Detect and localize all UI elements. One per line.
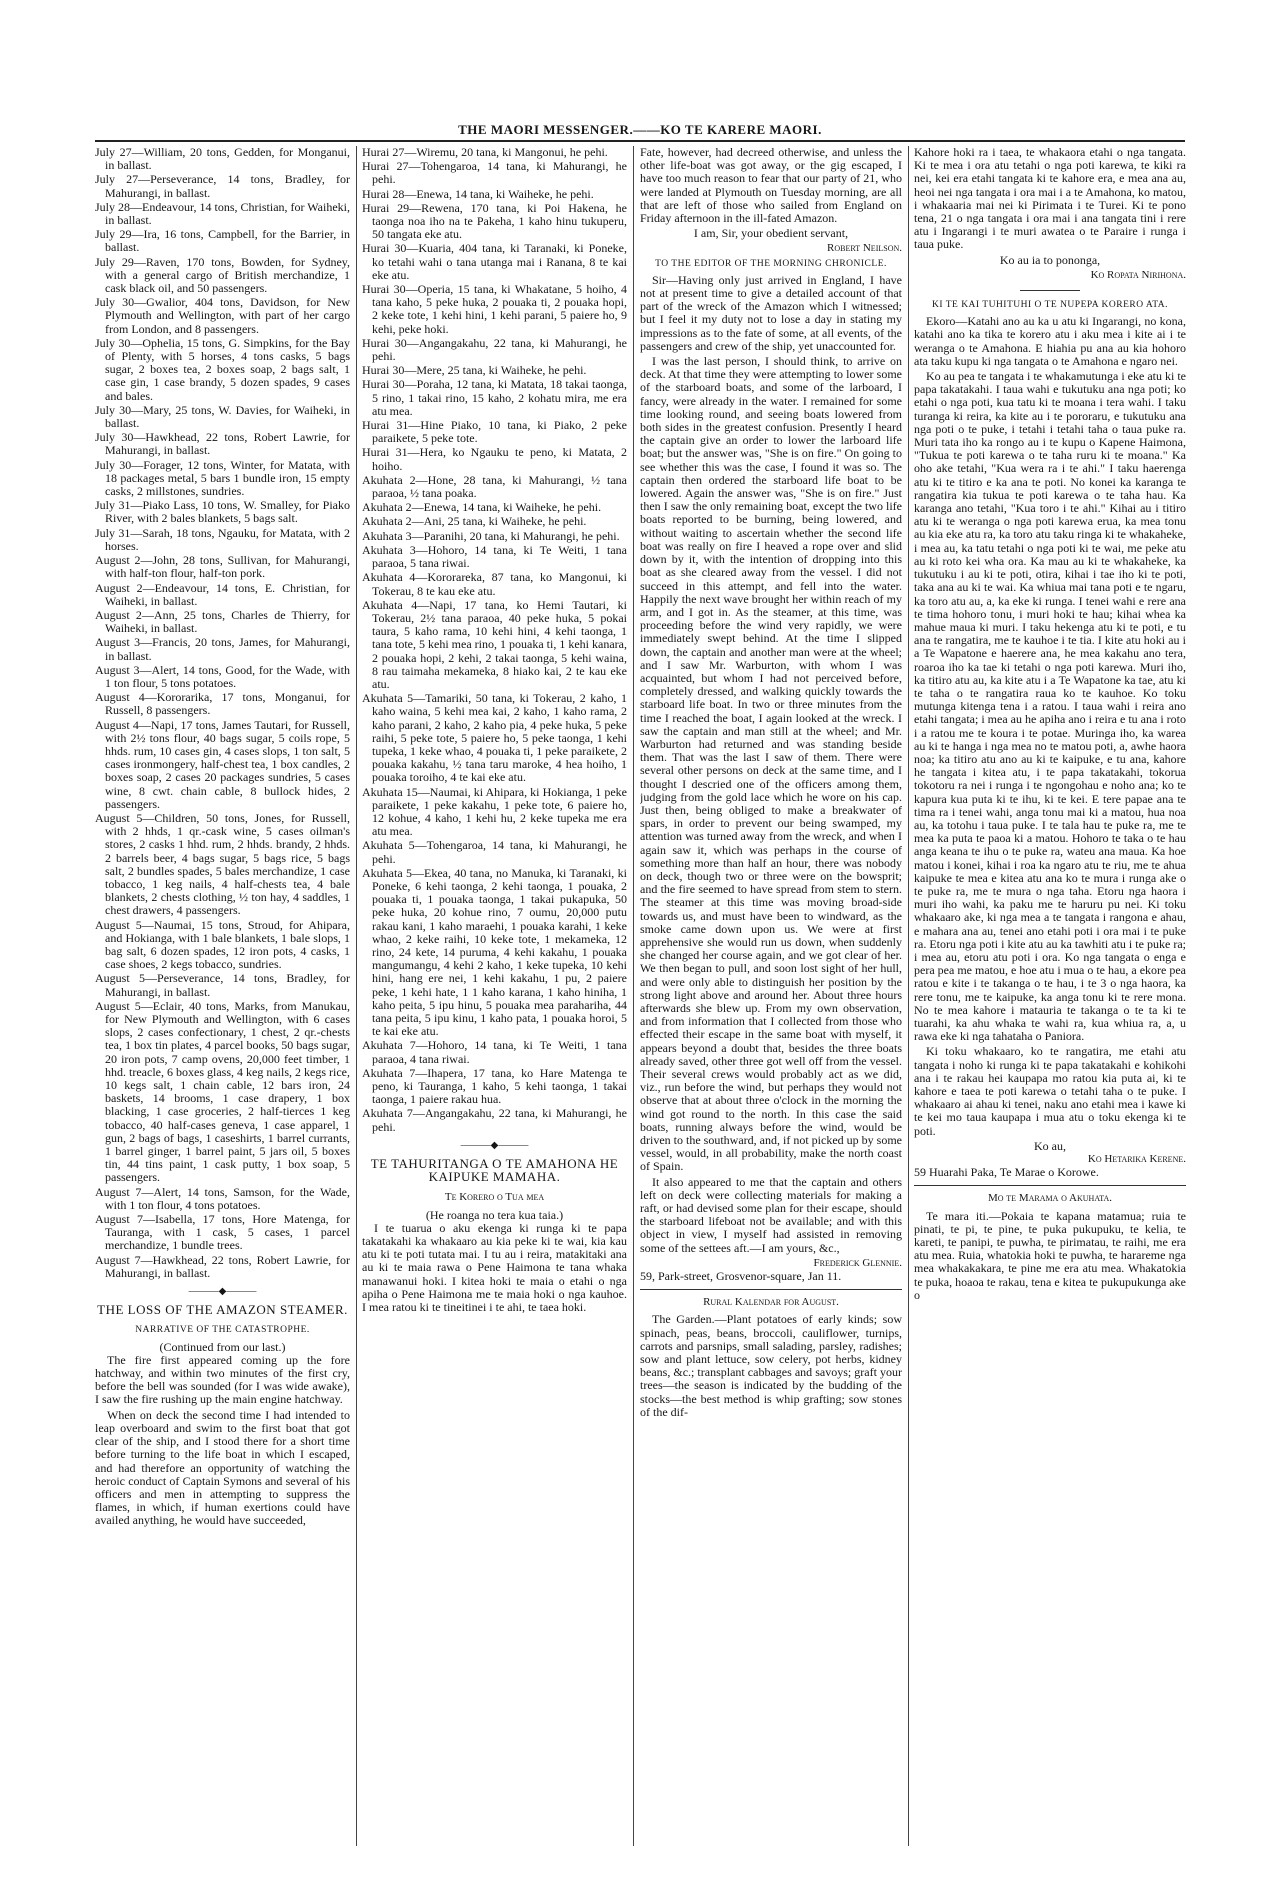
maori-amazon-closing: Ko au ia to pononga, (999, 252, 1101, 267)
shipping-entry: July 30—Hawkhead, 22 tons, Robert Lawrie, for Mahurangi, in ballast. (95, 430, 350, 458)
shipping-list-english (95, 146, 350, 1280)
section-rule (640, 1289, 902, 1290)
maori-amazon-title: TE TAHURITANGA O TE AMAHONA HE KAIPUKE MAMAHA. (370, 1156, 619, 1185)
shipping-entry: Hurai 30—Poraha, 12 tana, ki Matata, 18 takai taonga, 5 rino, 1 takai rino, 15 kaho, 2 kohatu mira, me era atu mea. (362, 377, 627, 418)
shipping-entry: August 5—Naumai, 15 tons, Stroud, for Ahipara, and Hokianga, with 1 bale blankets, 1 bale slops, 1 bag salt, 6 dozen spades, 12 iron pots, 4 casks, 1 case shoes, 2 kegs tobacco, sundries. (95, 917, 350, 972)
shipping-entry: Akuhata 4—Napi, 17 tana, ko Hemi Tautari, ki Tokerau, 2½ tana paraoa, 40 peke huka, 5 pokai taura, 5 kaho rama, 10 kehi hini, 4 kehi taonga, 1 tana tote, 5 kehi mea rino, 1 pouaka ti, 1 kehi kanara, 2 pouaka hopi, 2 kehi, 2 takai taonga, 5 kehi waina, 8 rau taimaha mekameka, 8 hiako kai, 2 te kau eke atu. (362, 597, 627, 691)
shipping-entry: August 7—Isabella, 17 tons, Hore Matenga, for Tauranga, with 1 cask, 5 cases, 1 parcel merchandize, 1 bundle trees. (95, 1212, 350, 1253)
column-divider (356, 146, 357, 1846)
shipping-entry: August 2—Ann, 25 tons, Charles de Thierry, for Waiheki, in ballast. (95, 607, 350, 636)
shipping-entry: Akuhata 3—Paranihi, 20 tana, ki Mahurangi, he pehi. (362, 528, 620, 543)
maori-rural-text: Te mara iti.—Pokaia te kapana matamua; ruia te pinati, te pi, te pine, te puka pukupuku, te kelia, te kareti, te panipi, te puwha, te pirimatau, te raihi, me era atu mea. Ruia, whatokia hoki te puwha, te harareme nga mea whakakakara, te pine me era atu mea. Whakatokia te puka, hoaoa te rakau, tena e kitea te pukupukunga ake o (914, 1208, 1186, 1302)
maori-amazon-paragraph: I te tuarua o aku ekenga ki runga ki te papa takatakahi ka whakaaro au kia peke ki te wai, kia kau atu ki te poti tutata mai. I tu au i reira, matakitaki ana au ki te maia rawa o Pene Haimona te tana whaka manawanui hoki. I kitea hoki te maia o etahi o nga apiha o Pene Haimona me te maia hoki o nga kauhoe. I mea ratou ki te tineitinei i te ahi, te taea hoki. (362, 1220, 627, 1315)
shipping-entry: August 4—Napi, 17 tons, James Tautari, for Russell, with 2½ tons flour, 40 bags sugar, 5 coils rope, 5 hhds. rum, 10 cases gin, 4 cases slops, 1 ton salt, 5 cases ironmongery, half-chest tea, 1 box candles, 2 boxes soap, 2 cases 20 packages sundries, 5 cases wine, 8 cwt. chain cable, 8 bullock hides, 2 passengers. (95, 717, 350, 811)
maori-amazon-signature: Ko Ropata Nirihona. (1090, 268, 1186, 281)
shipping-entry: Akuhata 7—Ihapera, 17 tana, ko Hare Matenga te peno, ki Tauranga, 1 kaho, 5 kehi taonga, 1 takai taonga, 1 paiere rakau hua. (362, 1065, 627, 1107)
rural-title: Rural Kalendar for August. (703, 1296, 839, 1309)
maori-letter2-signature: Ko Hetarika Kerene. (1087, 1153, 1186, 1166)
shipping-entry: July 29—Raven, 170 tons, Bowden, for Sydney, with a general cargo of British merchandize, 1 cask black oil, and 50 passengers. (95, 254, 350, 296)
shipping-entry: August 7—Hawkhead, 22 tons, Robert Lawrie, for Mahurangi, in ballast. (95, 1252, 350, 1280)
shipping-entry: August 2—John, 28 tons, Sullivan, for Mahurangi, with half-ton flour, half-ton pork. (95, 553, 350, 581)
maori-amazon-continued: (He roanga no tera kua taia.) (425, 1207, 564, 1222)
amazon-continued: (Continued from our last.) (159, 1339, 286, 1354)
shipping-entry: July 30—Forager, 12 tons, Winter, for Matata, with 18 packages metal, 5 bars 1 bundle iron, 15 empty casks, 2 millstones, sundries. (95, 457, 350, 499)
letter2-paragraph: It also appeared to me that the captain and others left on deck were collecting materials for making a raft, or had devised some plan for their escape, should the starboard lifeboat not be available; and with this object in view, I myself had assisted in removing some of the settees aft.—I am yours, &c., (640, 1174, 902, 1255)
masthead-rule (95, 140, 1185, 142)
amazon-closing: I am, Sir, your obedient servant, (693, 226, 849, 241)
shipping-entry: August 4—Kororarika, 17 tons, Monganui, for Russell, 8 passengers. (95, 690, 350, 718)
shipping-entry: Akuhata 4—Kororareka, 87 tana, ko Mangonui, ki Tokerau, 8 te kau eke atu. (362, 570, 627, 598)
shipping-entry: August 2—Endeavour, 14 tons, E. Christian, for Waiheki, in ballast. (95, 580, 350, 608)
shipping-entry: July 29—Ira, 16 tons, Campbell, for the Barrier, in ballast. (95, 227, 350, 255)
shipping-entry: July 31—Piako Lass, 10 tons, W. Smalley, for Piako River, with 2 bales blankets, 5 bags salt. (95, 498, 350, 526)
amazon-paragraph: Fate, however, had decreed otherwise, and unless the other life-boat was got away, or the gig escaped, I have too much reason to fear that our party of 21, who were landed at Plymouth on Tuesday morning, are all that are left of those who sailed from England on Friday afternoon in the ill-fated Amazon. (640, 146, 902, 226)
rural-text: The Garden.—Plant potatoes of early kinds; sow spinach, peas, beans, broccoli, cauliflower, turnips, carrots and parsnips, small salading, parsley, radishes; sow and plant lettuce, sow celery, pot herbs, kidney beans, &c.; transplant cabbages and savoys; graft your trees—the season is indicated by the budding of the stocks—the best method is whip grafting; sow stones of the dif- (640, 1312, 902, 1419)
amazon-paragraph: When on deck the second time I had intended to leap overboard and swim to the first boat that got clear of the ship, and I stood there for a short time before turning to the life boat in which I escaped, and had therefore an opportunity of watching the heroic conduct of Captain Symons and several of his officers and men in attempting to suppress the flames, in which, if human exertions could have availed anything, he would have succeeded, (95, 1407, 350, 1528)
shipping-entry: Hurai 29—Rewena, 170 tana, ki Poi Hakena, he taonga noa iho na te Pakeha, 1 kaho hinu tukuperu, 50 tangata eke atu. (362, 200, 627, 242)
section-rule (1020, 290, 1080, 291)
shipping-entry: August 7—Alert, 14 tons, Samson, for the Wade, with 1 ton flour, 4 tons potatoes. (95, 1184, 350, 1212)
column-1 (95, 146, 350, 1846)
shipping-entry: July 27—Perseverance, 14 tons, Bradley, for Mahurangi, in ballast. (95, 172, 350, 200)
column-4 (914, 146, 1186, 1846)
amazon-paragraph: The fire first appeared coming up the fore hatchway, and within two minutes of the first cry, before the bell was sounded (for I was wide awake), I saw the fire rushing up the main engine hatchway. (95, 1352, 350, 1407)
maori-letter2-address: 59 Huarahi Paka, Te Marae o Korowe. (914, 1165, 1099, 1180)
shipping-entry: August 5—Perseverance, 14 tons, Bradley, for Mahurangi, in ballast. (95, 971, 350, 999)
letter2-heading: TO THE EDITOR OF THE MORNING CHRONICLE. (655, 258, 887, 269)
masthead: THE MAORI MESSENGER.——KO TE KARERE MAORI. (458, 122, 822, 137)
shipping-entry: July 30—Ophelia, 15 tons, G. Simpkins, for the Bay of Plenty, with 5 horses, 4 tons casks, 5 bags sugar, 2 boxes tea, 2 boxes soap, 2 bags salt, 1 case gin, 1 case brandy, 5 dozen spades, 9 cases and bales. (95, 335, 350, 403)
maori-amazon-paragraph: Kahore hoki ra i taea, te whakaora etahi o nga tangata. Ki te mea i ora atu tetahi o nga poti karewa, te kiki ra nei, kei era etahi tangata ki te kahore era, e mea ana au, heoi nei nga tangata i ora mai i a te Amahona, ko matou, i whakaaria mai nei ki Pirimata i te Turei. Ki te pono tena, 21 o nga tangata i ora mai i ana tangata tini i rere atu i Ingarangi i te muri awatea o te Paraire i runga i taua puke. (914, 146, 1186, 252)
maori-amazon-subtitle: Te Korero o Tua mea (444, 1191, 545, 1204)
shipping-entry: July 28—Endeavour, 14 tons, Christian, for Waiheki, in ballast. (95, 199, 350, 228)
shipping-entry: August 5—Eclair, 40 tons, Marks, from Manukau, for New Plymouth and Wellington, with 6 cases slops, 2 cases confectionary, 1 chest, 2 qr.-chests tea, 1 box tin plates, 4 parcel books, 50 bags sugar, 20 iron pots, 7 camp ovens, 20,000 feet timber, 1 hhd. treacle, 6 boxes glass, 4 keg nails, 2 kegs rice, 10 kegs salt, 1 chain cable, 12 bars iron, 24 baskets, 14 brooms, 1 case drapery, 1 box blacking, 1 case groceries, 2 half-tierces 1 keg tobacco, 40 half-cases geneva, 1 case apparel, 1 gun, 2 bags of bags, 1 caseshirts, 1 barrel currants, 1 barrel ginger, 1 barrel paint, 5 jars oil, 5 boxes tin, 44 tins paint, 1 cask putty, 1 box soap, 5 passengers. (95, 998, 350, 1185)
shipping-entry: Hurai 28—Enewa, 14 tana, ki Waiheke, he pehi. (362, 186, 594, 201)
maori-letter2-heading: KI TE KAI TUHITUHI O TE NUPEPA KORERO ATA. (931, 300, 1169, 311)
ornament: ———◆——— (460, 1139, 529, 1151)
amazon-title: THE LOSS OF THE AMAZON STEAMER. (97, 1302, 348, 1318)
shipping-entry: Akuhata 2—Enewa, 14 tana, ki Waiheke, he pehi. (362, 500, 602, 515)
shipping-entry: Hurai 27—Tohengaroa, 14 tana, ki Mahurangi, he pehi. (362, 159, 627, 187)
letter2-paragraph: Sir—Having only just arrived in England, I have not at present time to give a detailed account of that part of the wreck of the Amazon which I witnessed; but I feel it my duty not to lose a day in stating my impressions as to the fate of some, at all events, of the passengers and crew of the ship, yet unaccounted for. (640, 272, 902, 353)
shipping-entry: July 31—Sarah, 18 tons, Ngauku, for Matata, with 2 horses. (95, 525, 350, 553)
column-2 (362, 146, 627, 1846)
amazon-subtitle: NARRATIVE OF THE CATASTROPHE. (135, 1325, 310, 1336)
shipping-entry: Akuhata 2—Hone, 28 tana, ki Mahurangi, ½ tana paraoa, ½ tana poaka. (362, 472, 627, 501)
letter2-paragraph: I was the last person, I should think, to arrive on deck. At that time they were attempting to lower some of the starboard boats, and some of the larboard, I fancy, were already in the water. I remained for some time looking round, and seeing boats lowered from both sides in the greatest confusion. Presently I heard the captain give an order to lower the larboard life boat; but the answer was, "She is on fire." On going to see whether this was the case, I found it was so. The captain then ordered the starboard life boat to be lowered. Again the answer was, "She is on fire." Just then I saw the only remaining boat, except the two life boats reported to be burning, being lowered, and without waiting to ascertain whether the second life boat was really on fire I heaved a rope over and slid down by it, with the intention of dropping into this boat as she cleared away from the vessel. I did not succeed in this attempt, and fell into the water. Happily the next wave brought her within reach of my arm, and I got in. As the steamer, at this time, was proceeding before the wind very rapidly, we were immediately swept behind. At the time I slipped down, the captain and another man were at the wheel; and I saw Mr. Warburton, with whom I was acquainted, but whom I had not perceived before, completely dressed, and walking quickly towards the starboard life boat. In two or three minutes from the time I reached the boat, I again looked at the wreck. I saw the captain and man still at the wheel; and Mr. Warburton had returned and was standing beside them. That was the last I saw of them. There were several other persons on deck at the same time, and I thought I descried one of the officers among them, judging from the gold lace which he wore on his cap. Just then, being obliged to make a breakwater of spars, in order to prevent our being swamped, my attention was turned away from the wreck, and when I again saw it, which was perhaps in the course of something more than half an hour, there was nobody on deck, though two or three were on the bowsprit; and the fire seemed to have spread from stem to stern. The steamer at this time was moving broad-side towards us, and must have been to windward, as the smoke came down upon us. We were at first apprehensive she would run us down, when suddenly she changed her course again, and we got clear of her. We then began to pull, and soon lost sight of her hull, and were only able to distinguish her position by the strong light above and around her. About three hours afterwards she blew up. From my own observation, and from information that I collected from those who effected their escape in the same boat with myself, it appears beyond a doubt that, besides the three boats already saved, other three got well off from the vessel. Their several crews would probably act as we did, viz., run before the wind, but perhaps they would not observe that at about three o'clock in the morning the wind got round to the north. In this case the said boats, running always before the wind, would be driven to the southward, and, if not picked up by some vessel, would, in all probability, make the north coast of Spain. (640, 354, 902, 1174)
column-divider (908, 146, 909, 1846)
shipping-entry: Akuhata 5—Tamariki, 50 tana, ki Tokerau, 2 kaho, 1 kaho waina, 5 kehi mea kai, 2 kaho, 1 kaho rama, 2 kaho parani, 2 kaho, 2 kaho pia, 4 peke huka, 5 peke raihi, 5 peke tote, 5 paiere ho, 5 peke taonga, 1 kehi tupeka, 1 keke whao, 4 pouaka ti, 1 peke paraikete, 2 pouaka kakahu, ½ tana taru maroke, 4 hea hoiho, 1 pouaka toroiho, 4 te kai eke atu. (362, 691, 627, 785)
shipping-entry: July 30—Gwalior, 404 tons, Davidson, for New Plymouth and Wellington, with part of her cargo from London, and 8 passengers. (95, 295, 350, 336)
maori-letter2-paragraph: Ki toku whakaaro, ko te rangatira, me etahi atu tangata i noho ki runga ki te papa takatakahi e kohikohi ana i te rakau hei kaupapa mo ratou kia puta ai, ki te kahore e taea te poti karewa o tetahi taha o te puke. I whakaaro ai ahau ki tenei, naku ano etahi mea i kawe ki te kei mo taua kaupapa i mua atu o toku ekenga ki te poti. (914, 1044, 1186, 1138)
shipping-entry: Hurai 27—Wiremu, 20 tana, ki Mangonui, he pehi. (362, 146, 608, 159)
maori-letter2-closing: Ko au, (1034, 1138, 1066, 1153)
shipping-entry: Hurai 30—Kuaria, 404 tana, ki Taranaki, ki Poneke, ko tetahi wahi o tana utanga mai i Ranana, 8 te kai eke atu. (362, 241, 627, 282)
letter2-address: 59, Park-street, Grosvenor-square, Jan 11. (640, 1269, 842, 1284)
ornament: ———◆——— (188, 1286, 257, 1298)
shipping-entry: Hurai 30—Angangakahu, 22 tana, ki Mahurangi, he pehi. (362, 335, 627, 364)
letter2-signature: Frederick Glennie. (813, 1256, 902, 1269)
shipping-entry: August 5—Children, 50 tons, Jones, for Russell, with 2 hhds, 1 qr.-cask wine, 5 cases oilman's stores, 2 casks 1 hhd. rum, 2 hhds. brandy, 2 hhds. 2 barrels beer, 4 bags sugar, 5 bags rice, 5 bags salt, 2 bundles spades, 5 bales merchandize, 1 case tobacco, 1 keg nails, 4 half-chests tea, 4 bale blankets, 2 chests clothing, ½ ton hay, 4 saddles, 1 chest drawers, 4 passengers. (95, 810, 350, 918)
shipping-entry: Akuhata 7—Hohoro, 14 tana, ki Te Weiti, 1 tana paraoa, 4 tana riwai. (362, 1038, 627, 1066)
shipping-entry: Hurai 31—Hine Piako, 10 tana, ki Piako, 2 peke paraikete, 5 peke tote. (362, 418, 627, 446)
shipping-entry: Akuhata 7—Angangakahu, 22 tana, ki Mahurangi, he pehi. (362, 1106, 627, 1134)
shipping-entry: Hurai 31—Hera, ko Ngauku te peno, ki Matata, 2 hoiho. (362, 445, 627, 473)
column-3 (640, 146, 902, 1846)
shipping-entry: August 3—Francis, 20 tons, James, for Mahurangi, in ballast. (95, 635, 350, 663)
shipping-entry: Akuhata 2—Ani, 25 tana, ki Waiheke, he pehi. (362, 514, 587, 529)
shipping-entry: Akuhata 15—Naumai, ki Ahipara, ki Hokianga, 1 peke paraikete, 1 peke kakahu, 1 peke tote, 6 paiere ho, 12 kohue, 4 kaho, 1 kehi hu, 2 keke tupeka me era atu mea. (362, 784, 627, 839)
maori-rural-title: Mo te Marama o Akuhata. (987, 1192, 1112, 1205)
shipping-list-maori (362, 146, 627, 1134)
shipping-entry: Akuhata 5—Ekea, 40 tana, no Manuka, ki Taranaki, ki Poneke, 6 kehi taonga, 2 kehi taonga, 1 pouaka, 2 pouaka ti, 1 pouaka taonga, 1 takai pukapuka, 50 peke huka, 20 kohue rino, 7 oumu, 20,000 putu rakau kani, 1 kaho maraehi, 1 pouaka karahi, 1 keke whao, 2 keke raihi, 10 keke tote, 1 mekameka, 12 rino, 24 kete, 14 puruma, 4 kehi kakahu, 1 pouaka mangumangu, 4 kehi 2 kaho, 1 keke tupeka, 10 kehi hini, hang ere nei, 1 kehi kakahu, 1 pu, 2 paiere peke, 1 kehi hate, 1 1 kaho karana, 1 kaho hiniha, 1 kaho peita, 5 ipu hinu, 5 pouaka mea parahariha, 44 tana peita, 5 ipu kinu, 1 kaho pata, 1 pouaka horoi, 5 te kai eke atu. (362, 865, 627, 1039)
shipping-entry: Akuhata 5—Tohengaroa, 14 tana, ki Mahurangi, he pehi. (362, 838, 627, 866)
shipping-entry: July 27—William, 20 tons, Gedden, for Monganui, in ballast. (95, 146, 350, 173)
shipping-entry: August 3—Alert, 14 tons, Good, for the Wade, with 1 ton flour, 5 tons potatoes. (95, 662, 350, 690)
shipping-entry: Hurai 30—Operia, 15 tana, ki Whakatane, 5 hoiho, 4 tana kaho, 5 peke huka, 2 pouaka ti, 2 pouaka hopi, 2 keke tote, 1 kehi hini, 1 kehi parani, 5 paiere ho, 9 kehi, peke hoki. (362, 282, 627, 336)
section-rule (914, 1185, 1186, 1186)
shipping-entry: July 30—Mary, 25 tons, W. Davies, for Waiheki, in ballast. (95, 402, 350, 431)
maori-letter2-paragraph: Ekoro—Katahi ano au ka u atu ki Ingarangi, no kona, katahi ano ka tika te korero atu i aku mea i kite ai i te weranga o te Amahona. E hiahia pu ana au kia hohoro ata taku kupu ki nga tangata o te Amahona e ngaro nei. (914, 314, 1186, 368)
amazon-signature: Robert Neilson. (827, 242, 902, 255)
shipping-entry: Akuhata 3—Hohoro, 14 tana, ki Te Weiti, 1 tana paraoa, 5 tana riwai. (362, 542, 627, 571)
shipping-entry: Hurai 30—Mere, 25 tana, ki Waiheke, he pehi. (362, 363, 587, 378)
maori-letter2-paragraph: Ko au pea te tangata i te whakamutunga i eke atu ki te papa takatakahi. I taua wahi e tukutuku ana nga poti; ko etahi o nga poti, kua tatu ki te moana i tera wahi. I taku turanga ki reira, ka kite au i te pororaru, e tukutuku ana nga poti o te puke, i tetahi i tetahi taha o taua puke ra. Muri tata iho ka rongo au i te kupu o Kapene Haimona, "Tukua te poti karewa o te taha ruru ki te moana." Ka oho ake tetahi, "Kua wera ra i te ahi." I taku haerenga atu ki te titiro e ka ana te poti. No konei ka karanga te rangatira kia tukua te poti karewa o te taha hau. Ka karanga ano tetahi, "Kua toro i te ahi." Kihai au i titiro atu ki te weranga o nga poti karewa erua, ka mea tonu au kia eke atu ra, ka toro atu taku ringa ki te whakaheke, i mea au, ka tatu tetahi o nga poti ki te wai, me peke atu au ki roto kei wha ora. Ka mau au ki te whakaheke, ka tukutuku i au ki te poti, otira, kihai i tae iho ki te poti, taka ana au ki te wai. Ka whiua mai tana poti e te ngaru, ka toro atu au, a, ka eke ki runga. I tenei wahi e rere ana te tima hohoro tonu, i muri hoki te hau; kihai whea ka mahue maua ki muri. I taku hekenga atu ki te poti, e tu ana te rangatira, me te kauhoe i te tia. I kite atu hoki au i a Te Wapatone e haerere ana, he mea kakahu ano tera, roaroa iho ka tae ki tetahi o nga poti karewa. Muri iho, ka titiro atu au, ka kite atu i a Te Wapatone ka tae, atu ki te taha o te rangatira raua ko te kauhoe. Ko toku mutunga kitenga tena i a ratou. I taua wahi i reira ano etahi tangata; i mea au he apiha ano i reira e tu ana i roto i a ratou me te koura i te potae. Muringa iho, ka warea au ki te hanga i nga mea no te matou poti, a, awhe haora noa; ka titiro atu ano au ki te kaipuke, e tu ana, kahore he tangata i kitea atu, i te papa takatakahi, tokorua tokotoru ra nei i runga i te ngongohau e noho ana; ko te kapura kua puta ki te ihu, ki te kei. E tere papae ana te tima ra i tenei wahi, anga tonu mai ki a matou, hua noa au, ka totohu i taua puke. I te tala hau te puke ra, me te mea ka puta te paoa ki a matou. Hohoro te taka o te hau anga keana te ihu o te puke ra, wateu ana maua. Ka hoe matou i konei, kihai i roa ka ngaro atu te riu, me te ahua kaipuke te mea e kitea atu ana ko te mura i runga ake o te puke ra, me te mura o nga taha. Etoru nga haora i muri iho wahi, ka paku me te haruru pu nei. Ki toku whakaaro ake, ki nga mea a te tangata i rangona e ahau, e mahara ana au, tenei ano etahi poti i ora mai i te puke ra. Etoru nga poti i kite atu au ka tawhiti atu i te puke ra; i mea au, etoru atu poti i ora. Ko nga tangata o enga e pera pea me matou, e hoe atu i mua o te hau, a ekore pea ratou e kite i te takanga o te hau, i te 3 o nga haora, ka rere tonu, me te kaipuke, ka anga tonu ki te rere mona. No te mea kahore i matauria te takanga o te ta ki te tuarahi, ka ahu whaka te wahi ra, kua whiua ra, a, u rawa eke ki nga tahataha o Paniora. (914, 369, 1186, 1044)
column-divider (633, 146, 634, 1846)
